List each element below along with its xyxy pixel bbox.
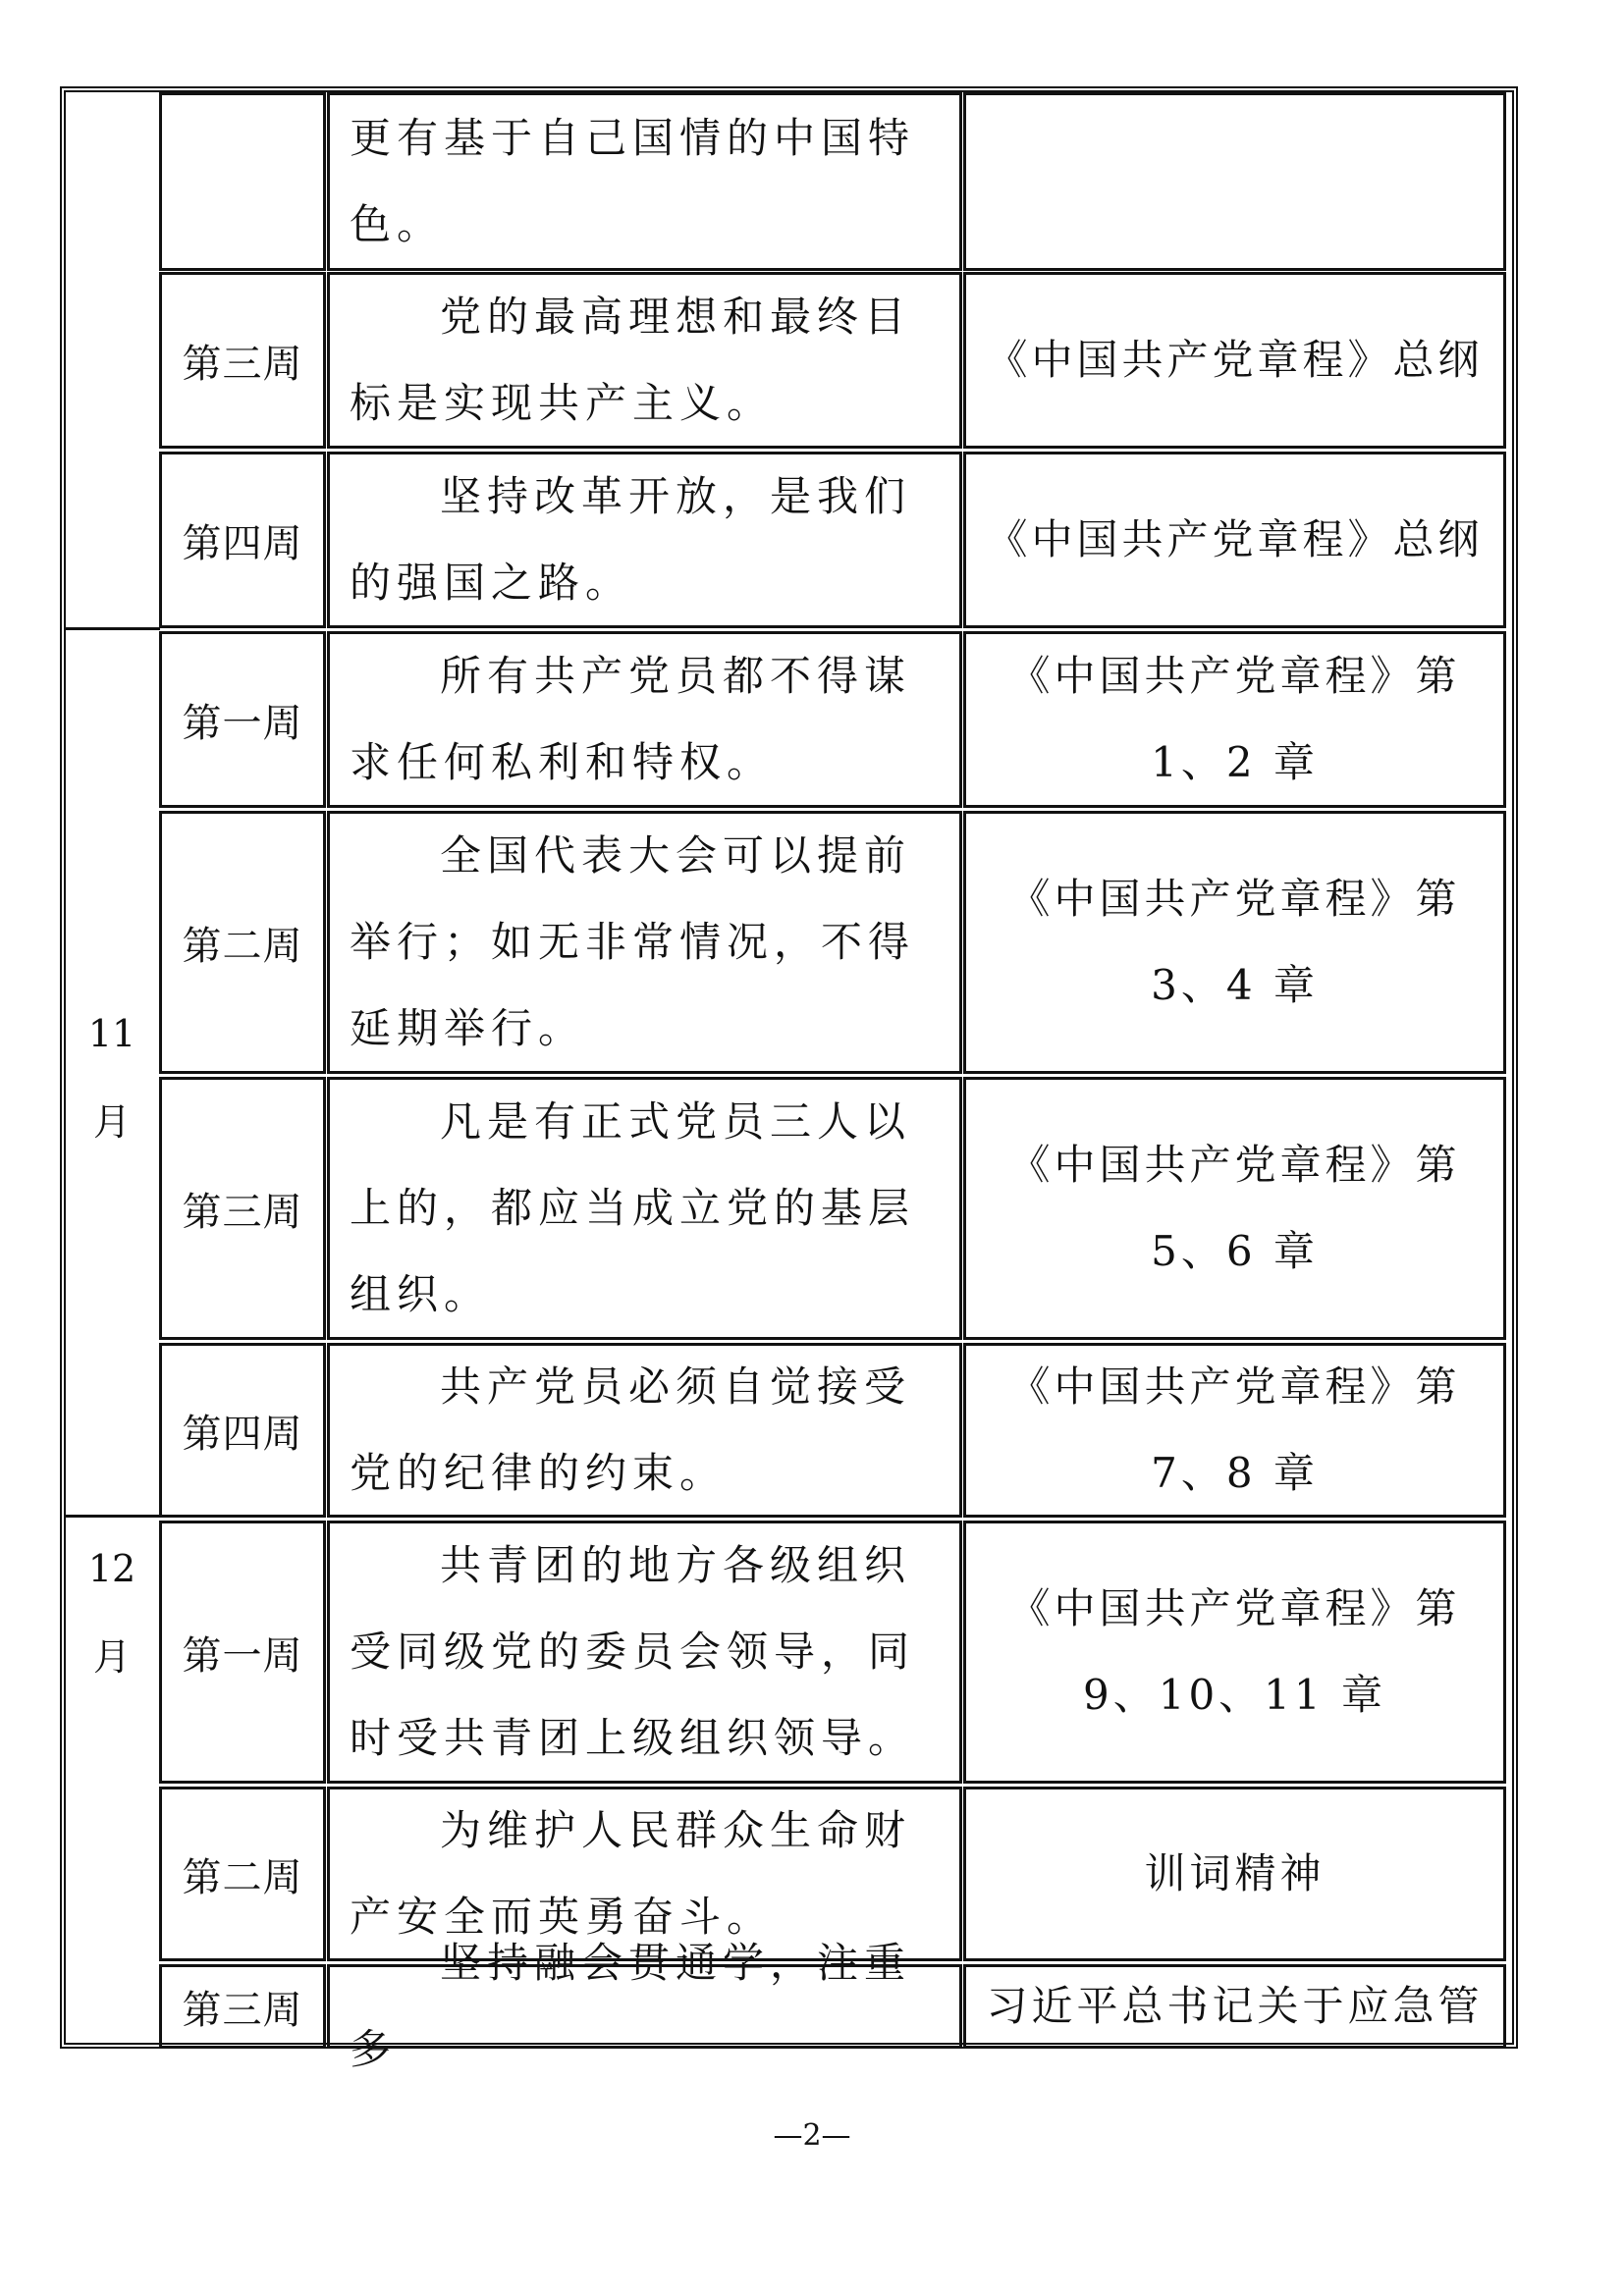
month-label-november: 11 月 — [87, 1012, 136, 1144]
week-cell: 第三周 — [159, 1964, 326, 2049]
content-cell: 更有基于自己国情的中国特色。 — [327, 92, 962, 271]
content-cell: 所有共产党员都不得谋求任何私利和特权。 — [327, 631, 962, 808]
source-cell: 《中国共产党章程》第 1、2 章 — [963, 631, 1506, 808]
week-cell: 第二周 — [159, 1787, 326, 1961]
content-cell: 为维护人民群众生命财产安全而英勇奋斗。 — [327, 1787, 962, 1961]
week-cell: 第三周 — [159, 1077, 326, 1340]
source-cell: 《中国共产党章程》第 9、10、11 章 — [963, 1521, 1506, 1784]
month-divider — [66, 627, 160, 630]
source-cell: 《中国共产党章程》第 7、8 章 — [963, 1343, 1506, 1518]
source-cell: 《中国共产党章程》第 3、4 章 — [963, 811, 1506, 1074]
source-cell: 《中国共产党章程》总纲 — [963, 452, 1506, 628]
week-cell: 第三周 — [159, 272, 326, 449]
page-number: —2— — [773, 2118, 851, 2153]
week-cell — [159, 92, 326, 271]
month-divider — [66, 1515, 160, 1518]
week-cell: 第一周 — [159, 1521, 326, 1784]
source-cell — [963, 92, 1506, 271]
week-cell: 第二周 — [159, 811, 326, 1074]
content-cell: 共产党员必须自觉接受党的纪律的约束。 — [327, 1343, 962, 1518]
source-cell: 《中国共产党章程》第 5、6 章 — [963, 1077, 1506, 1340]
content-cell: 党的最高理想和最终目标是实现共产主义。 — [327, 272, 962, 449]
source-cell: 习近平总书记关于应急管 — [963, 1964, 1506, 2049]
content-cell: 全国代表大会可以提前举行；如无非常情况，不得延期举行。 — [327, 811, 962, 1074]
source-cell: 训词精神 — [963, 1787, 1506, 1961]
source-cell: 《中国共产党章程》总纲 — [963, 272, 1506, 449]
week-cell: 第四周 — [159, 452, 326, 628]
week-cell: 第四周 — [159, 1343, 326, 1518]
week-cell: 第一周 — [159, 631, 326, 808]
content-cell: 坚持融会贯通学，注重多 — [327, 1964, 962, 2049]
content-cell: 凡是有正式党员三人以上的，都应当成立党的基层组织。 — [327, 1077, 962, 1340]
content-cell: 坚持改革开放，是我们的强国之路。 — [327, 452, 962, 628]
month-label-december: 12 月 — [87, 1547, 136, 1679]
content-cell: 共青团的地方各级组织受同级党的委员会领导，同时受共青团上级组织领导。 — [327, 1521, 962, 1784]
